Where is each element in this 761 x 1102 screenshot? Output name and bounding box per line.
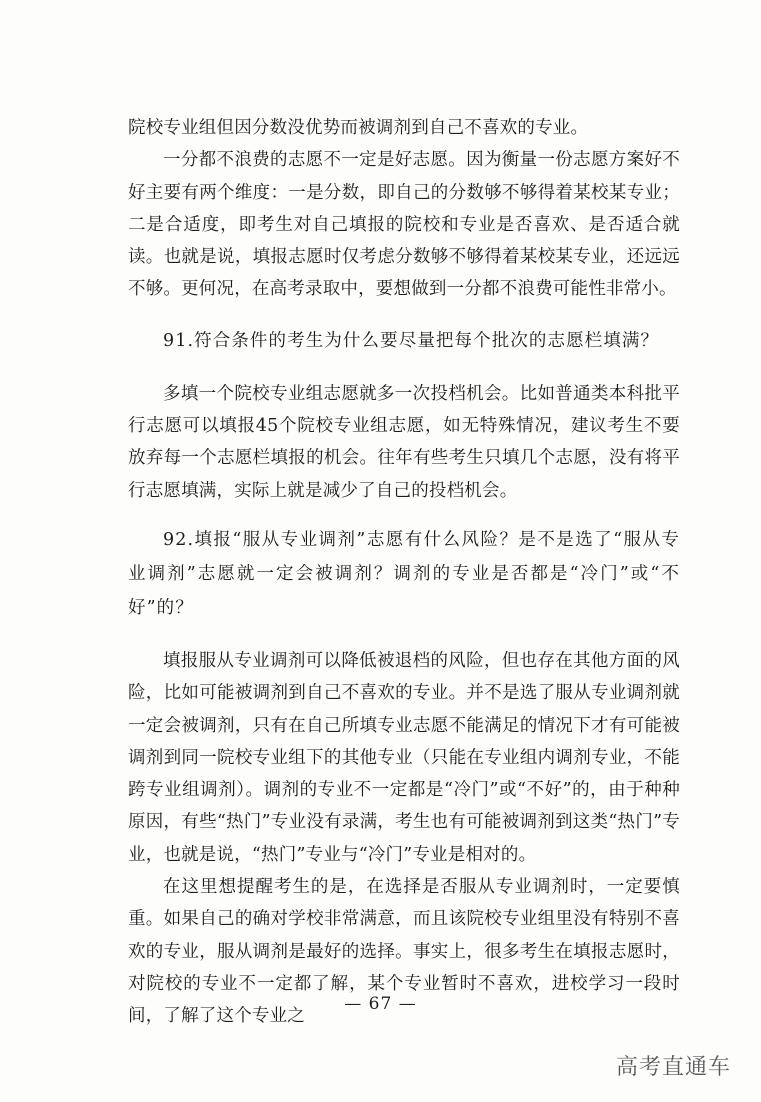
paragraph-full-score-note: 一分都不浪费的志愿不一定是好志愿。因为衡量一份志愿方案好不好主要有两个维度：一是分数，即自己的分数够不够得着某校某专业；二是合适度，即考生对自己填报的院校和专业是否喜欢、是否适合就读。也就是说，填报志愿时仅考虑分数够不够得着某校某专业，还远远不够。更何况，在高考录取中，要想做到一分都不浪费可能性非常小。 — [128, 150, 680, 300]
page-content — [128, 112, 680, 1033]
paragraph-continuation: 院校专业组但因分数没优势而被调剂到自己不喜欢的专业。 — [128, 118, 589, 138]
answer-92-paragraph: 填报服从专业调剂可以降低被退档的风险，但也存在其他方面的风险，比如可能被调剂到自己不喜欢的专业。并不是选了服从专业调剂就一定会被调剂，只有在自己所填专业志愿不能满足的情况下才有可能被调剂到同一院校专业组下的其他专业（只能在专业组内调剂专业，不能跨专业组调剂）。调剂的专业不一定都是“冷门”或“不好”的，由于种种原因，有些“热门”专业没有录满，考生也有可能被调剂到这类“热门”专业，也就是说，“热门”专业与“冷门”专业是相对的。 — [128, 650, 680, 865]
answer-92-reminder-paragraph: 在这里想提醒考生的是，在选择是否服从专业调剂时，一定要慎重。如果自己的确对学校非常满意，而且该院校专业组里没有特别不喜欢的专业，服从调剂是最好的选择。事实上，很多考生在填报志愿时，对院校的专业不一定都了解，某个专业暂时不喜欢，进校学习一段时间，了解了这个专业之 — [128, 877, 680, 1027]
page-number: — 67 — — [344, 994, 417, 1014]
watermark-text: 高考直通车 — [615, 1055, 731, 1080]
question-92-heading: 92.填报“服从专业调剂”志愿有什么风险？是不是选了“服从专业调剂”志愿就一定会被调剂？调剂的专业是否都是“冷门”或“不好”的？ — [128, 529, 680, 618]
question-91-heading: 91.符合条件的考生为什么要尽量把每个批次的志愿栏填满？ — [163, 330, 660, 351]
answer-91-paragraph: 多填一个院校专业组志愿就多一次投档机会。比如普通类本科批平行志愿可以填报45个院校专业组志愿，如无特殊情况，建议考生不要放弃每一个志愿栏填报的机会。往年有些考生只填几个志愿，没有将平行志愿填满，实际上就是减少了自己的投档机会。 — [128, 383, 680, 501]
